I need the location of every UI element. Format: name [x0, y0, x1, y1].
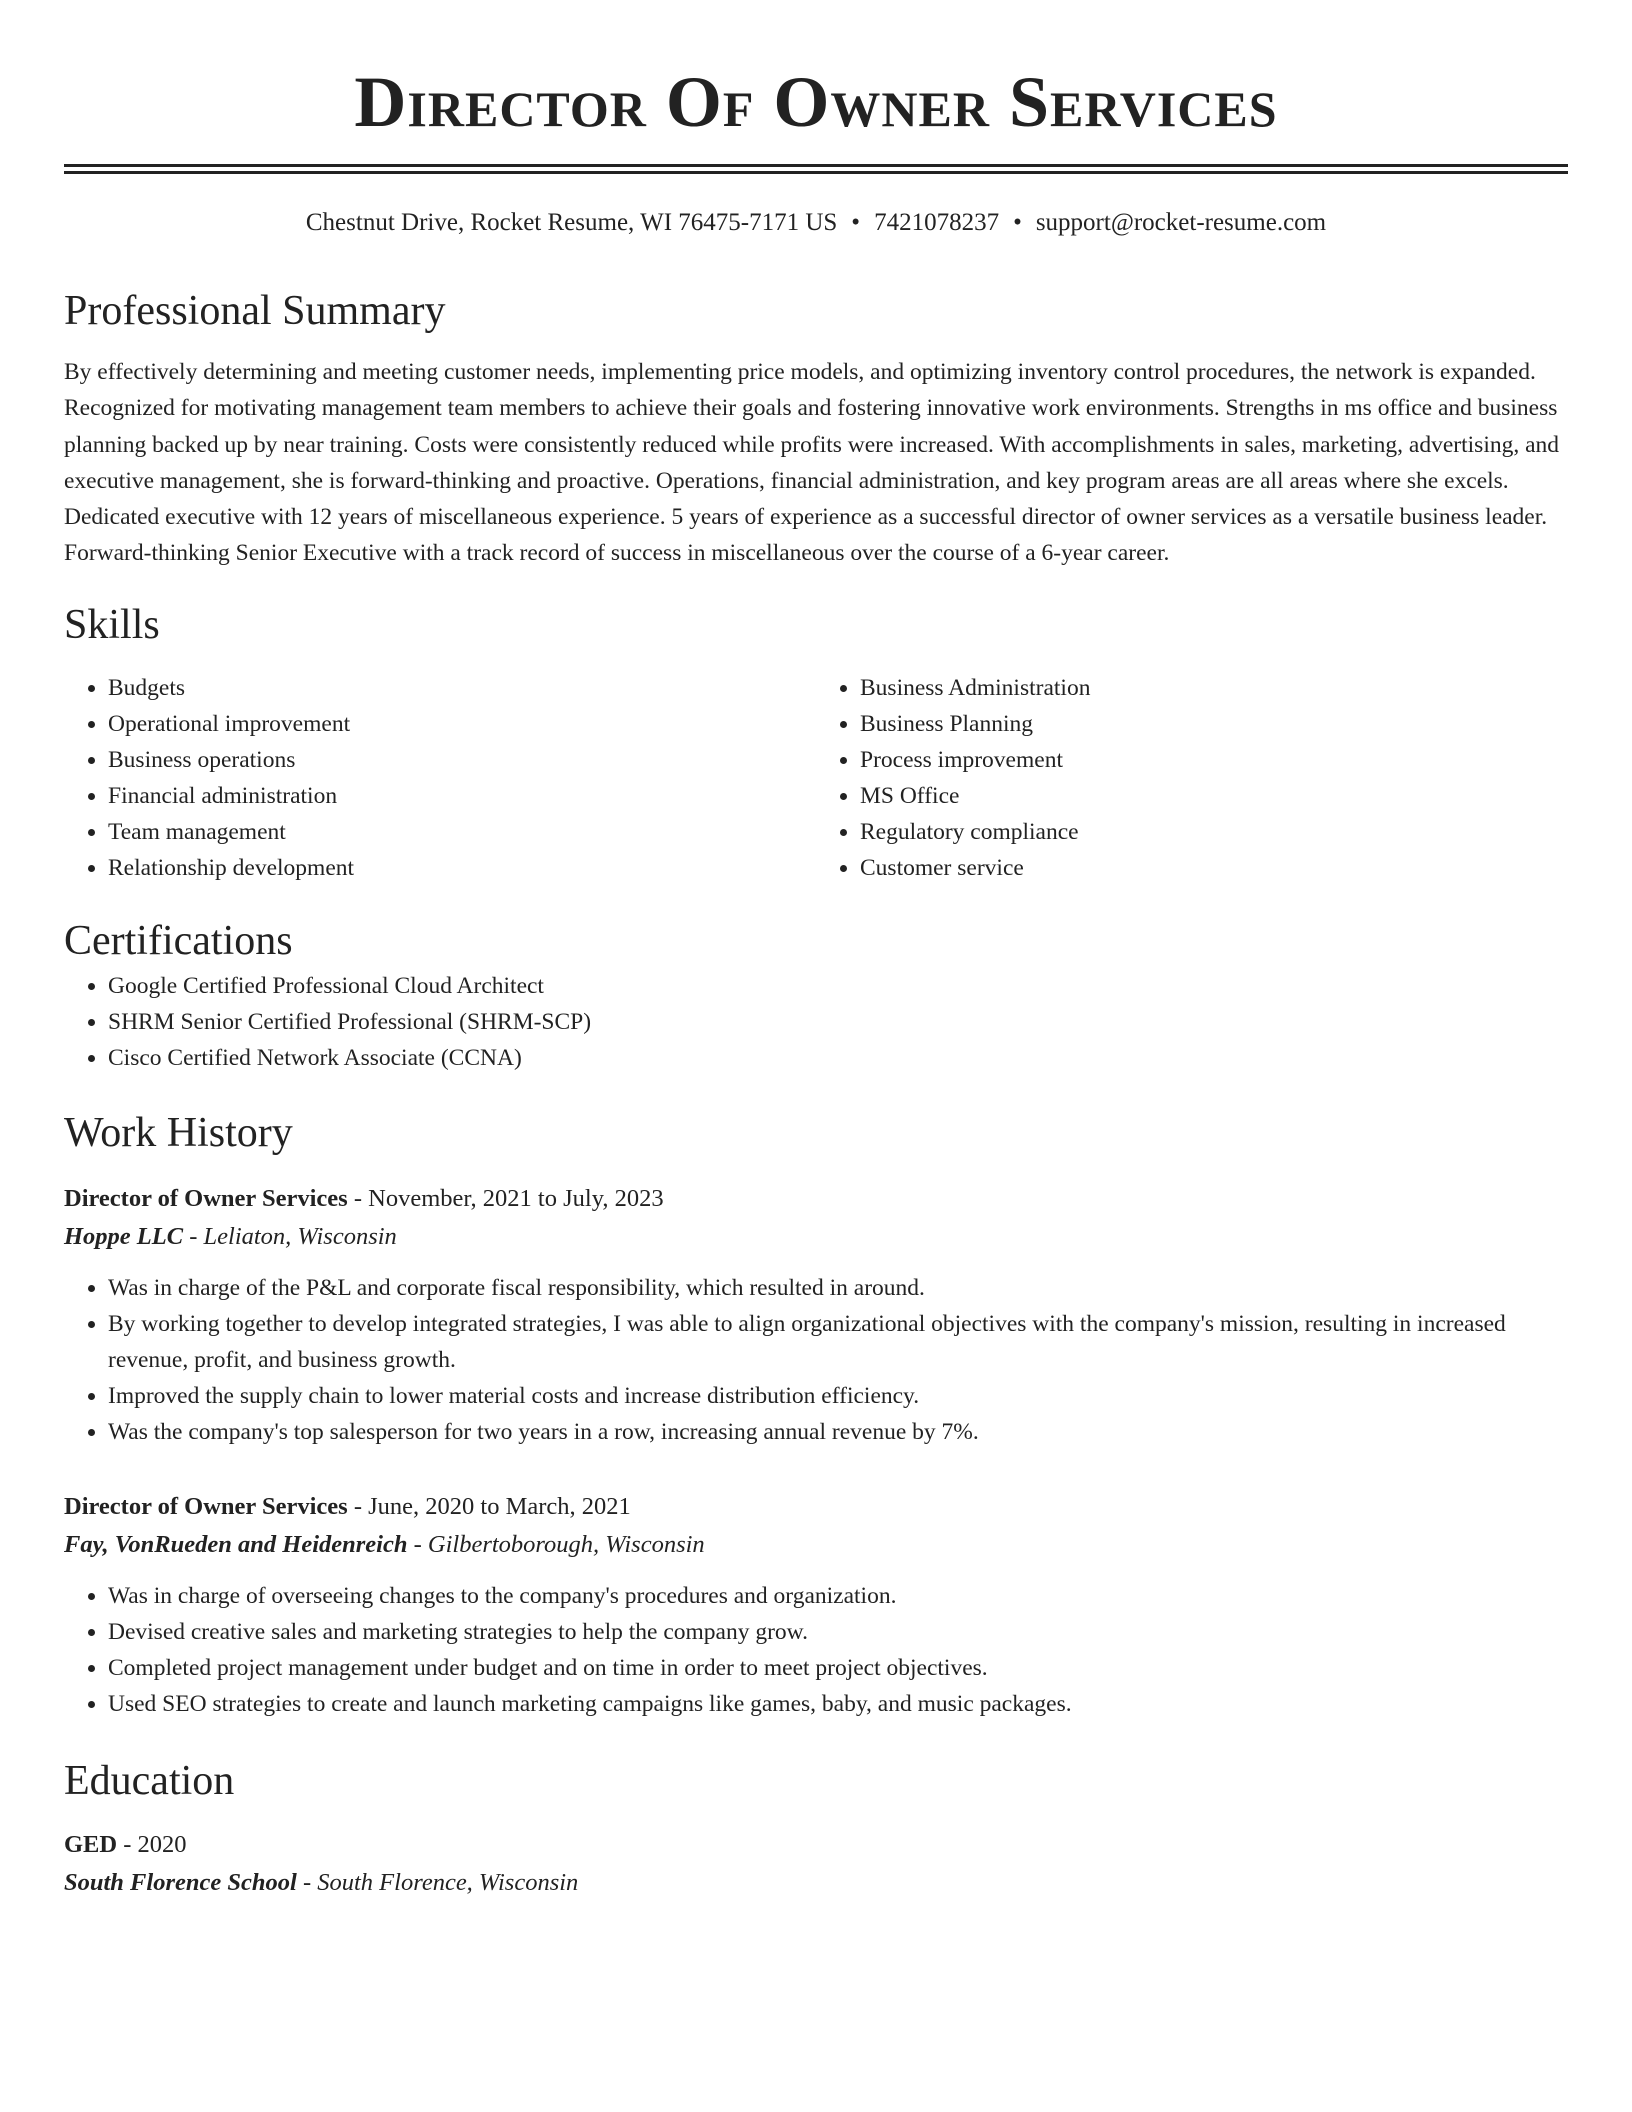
skill-item: • Relationship development — [108, 850, 816, 886]
job-bullet: • Completed project management under budget and on time in order to meet project objectives. — [108, 1650, 1568, 1686]
skills-columns — [64, 670, 1568, 886]
skills-list-right — [816, 670, 1568, 886]
certification-item: • Google Certified Professional Cloud Architect — [108, 968, 1568, 1004]
job-company-line — [64, 1526, 1568, 1564]
skills-heading: Skills — [64, 601, 160, 648]
dash-separator: - — [347, 1184, 369, 1212]
job-location: Leliaton, Wisconsin — [203, 1222, 397, 1250]
education-degree: GED — [64, 1830, 118, 1858]
summary-text: By effectively determining and meeting customer needs, implementing price models, and optimizing inventory control procedures, the network is expanded. Recognized for motivating management team members to achieve their goals and fostering innovative work environments. Strengths in ms office and business planning backed up by near training. Costs were consistently reduced while profits were increased. With accomplishments in sales, marketing, advertising, and executive management, she is forward-thinking and proactive. Operations, financial administration, and key program areas are all areas where she excels. Dedicated executive with 12 years of miscellaneous experience. 5 years of experience as a successful director of owner services as a versatile business leader. Forward-thinking Senior Executive with a track record of success in miscellaneous over the course of a 6-year career. — [64, 359, 1560, 567]
job-entry — [64, 1488, 1568, 1722]
dash-separator: - — [296, 1868, 318, 1896]
job-title: Director of Owner Services — [64, 1492, 348, 1520]
skill-item: • Business Planning — [860, 706, 1568, 742]
skill-item: • Business operations — [108, 742, 816, 778]
education-location: South Florence, Wisconsin — [317, 1868, 579, 1896]
job-company-line — [64, 1218, 1568, 1256]
job-bullets — [64, 1270, 1568, 1450]
skill-item: • Customer service — [860, 850, 1568, 886]
job-bullet: • Was in charge of overseeing changes to the company's procedures and organization. — [108, 1578, 1568, 1614]
resume-name-heading: Director Of Owner Services — [354, 62, 1278, 142]
education-degree-line — [64, 1826, 1568, 1864]
job-location: Gilbertoborough, Wisconsin — [427, 1530, 705, 1558]
education-school: South Florence School — [64, 1868, 297, 1896]
education-heading: Education — [64, 1757, 235, 1804]
dash-separator: - — [183, 1222, 204, 1250]
skills-list-left — [64, 670, 816, 886]
skill-item: • Operational improvement — [108, 706, 816, 742]
skill-item: • Financial administration — [108, 778, 816, 814]
summary-heading: Professional Summary — [64, 288, 446, 334]
job-title-line — [64, 1488, 1568, 1526]
contact-separator: • — [851, 209, 861, 236]
job-bullet: • Was in charge of the P&L and corporate fiscal responsibility, which resulted in around. — [108, 1270, 1568, 1306]
job-bullet: • Devised creative sales and marketing strategies to help the company grow. — [108, 1614, 1568, 1650]
skill-item: • Regulatory compliance — [860, 814, 1568, 850]
contact-email: support@rocket-resume.com — [1035, 209, 1327, 236]
job-title: Director of Owner Services — [64, 1184, 348, 1212]
certification-item: • SHRM Senior Certified Professional (SHRM-SCP) — [108, 1004, 1568, 1040]
dash-separator: - — [407, 1530, 428, 1558]
skill-item: • Process improvement — [860, 742, 1568, 778]
education-entry — [64, 1826, 1568, 1902]
job-dates: June, 2020 to March, 2021 — [368, 1492, 631, 1520]
work-history-heading: Work History — [64, 1109, 293, 1156]
job-bullets — [64, 1578, 1568, 1722]
certifications-list — [64, 968, 1568, 1076]
job-bullet: • By working together to develop integrated strategies, I was able to align organizational objectives with the company's mission, resulting in increased revenue, profit, and business growth. — [108, 1306, 1568, 1378]
job-bullet: • Was the company's top salesperson for two years in a row, increasing annual revenue by 7%. — [108, 1414, 1568, 1450]
certifications-heading: Certifications — [64, 917, 293, 964]
job-company: Hoppe LLC — [64, 1222, 184, 1250]
job-dates: November, 2021 to July, 2023 — [368, 1184, 664, 1212]
job-title-line — [64, 1180, 1568, 1218]
job-bullet: • Improved the supply chain to lower material costs and increase distribution efficiency. — [108, 1378, 1568, 1414]
job-entry — [64, 1180, 1568, 1450]
dash-separator: - — [347, 1492, 369, 1520]
contact-line — [64, 206, 1568, 240]
dash-separator: - — [117, 1830, 138, 1858]
job-bullet: • Used SEO strategies to create and launch marketing campaigns like games, baby, and music packages. — [108, 1686, 1568, 1722]
contact-phone: 7421078237 — [874, 209, 1000, 236]
header-divider — [64, 164, 1568, 174]
education-school-line — [64, 1864, 1568, 1902]
skill-item: • Budgets — [108, 670, 816, 706]
skill-item: • MS Office — [860, 778, 1568, 814]
skill-item: • Team management — [108, 814, 816, 850]
contact-separator: • — [1013, 209, 1022, 236]
certification-item: • Cisco Certified Network Associate (CCNA) — [108, 1040, 1568, 1076]
education-year: 2020 — [137, 1830, 187, 1858]
contact-address: Chestnut Drive, Rocket Resume, WI 76475-7171 US — [305, 209, 838, 236]
skill-item: • Business Administration — [860, 670, 1568, 706]
job-company: Fay, VonRueden and Heidenreich — [64, 1530, 408, 1558]
